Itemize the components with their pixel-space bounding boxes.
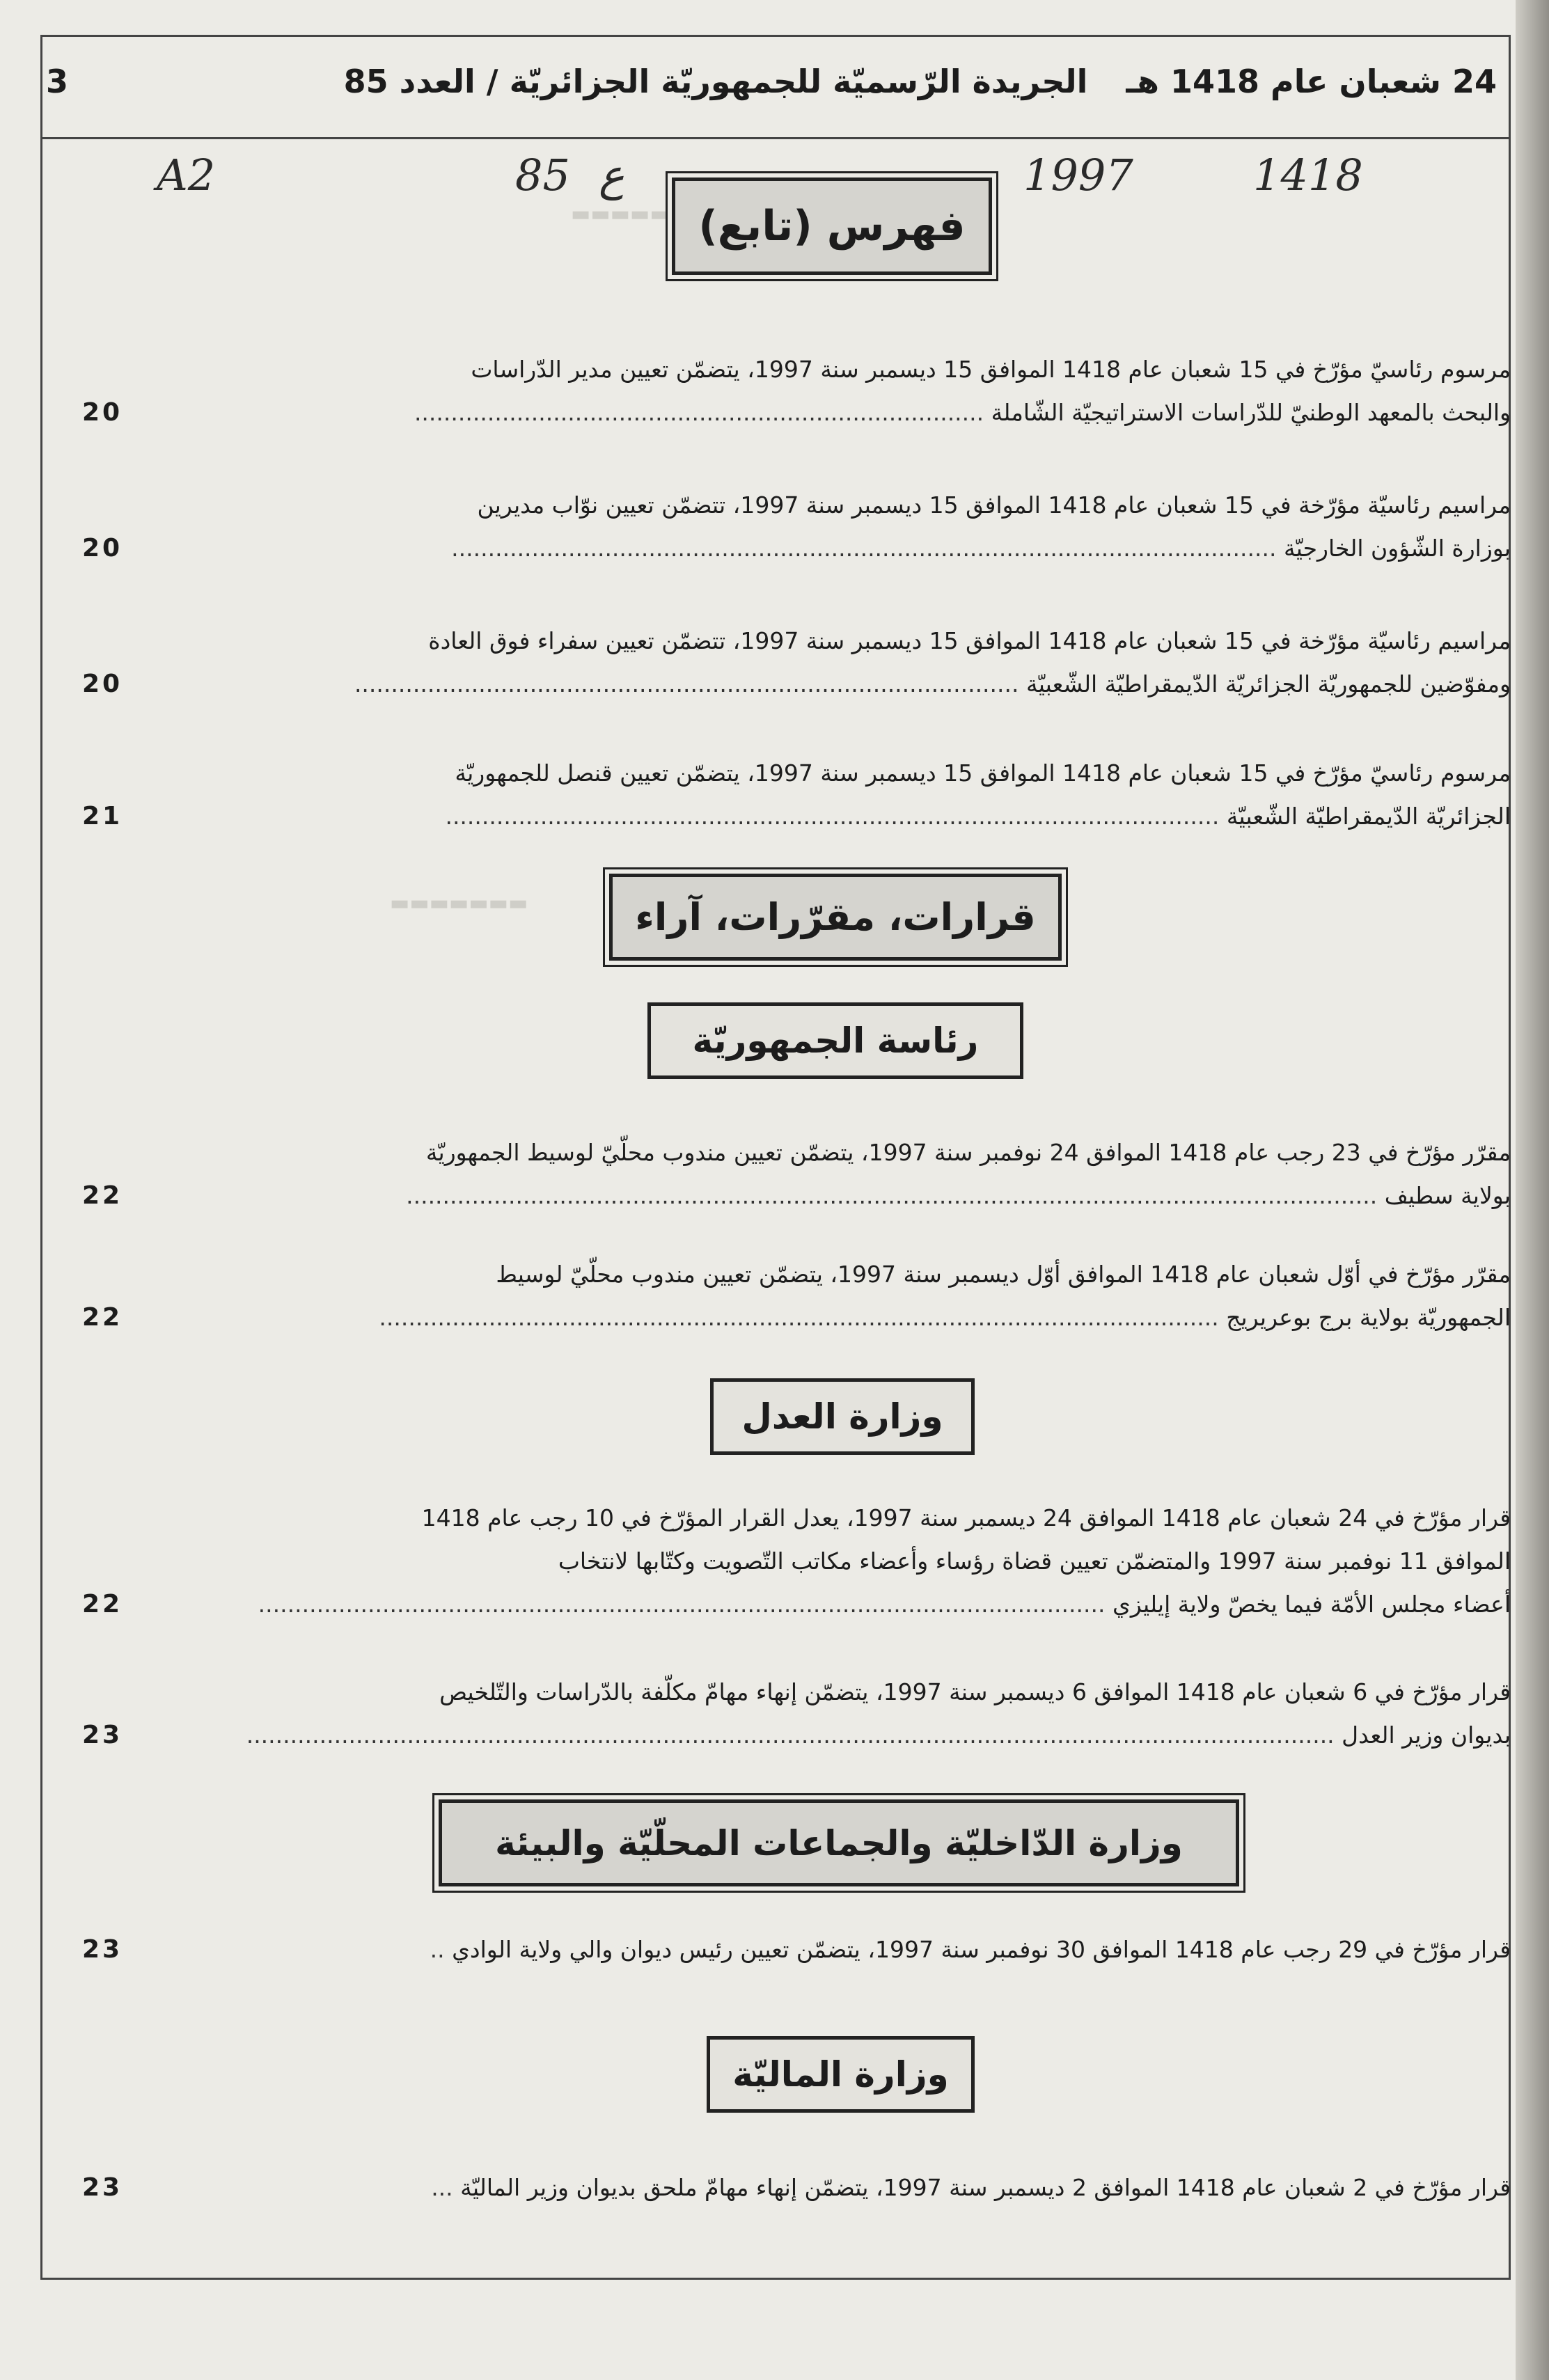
index-title-box bbox=[672, 178, 992, 275]
section-heading-decisions bbox=[609, 874, 1062, 961]
journal-title: الجريدة الرّسميّة للجمهوريّة الجزائريّة / العدد 85 bbox=[343, 63, 1088, 100]
section-heading-interior bbox=[439, 1799, 1239, 1886]
entry-line: والبحث بالمعهد الوطنيّ للدّراسات الاستراتيجيّة الشّاملة .............................................................................. bbox=[414, 399, 1511, 426]
index-entry bbox=[77, 1253, 1511, 1339]
entry-line: قرار مؤرّخ في 24 شعبان عام 1418 الموافق 24 ديسمبر سنة 1997، يعدل القرار المؤرّخ في 10 رجب عام 1418 bbox=[421, 1504, 1511, 1531]
entry-page-number: 21 bbox=[82, 802, 123, 830]
entry-page-number: 22 bbox=[82, 1303, 123, 1332]
entry-line: مرسوم رئاسيّ مؤرّخ في 15 شعبان عام 1418 الموافق 15 ديسمبر سنة 1997، يتضمّن تعيين مدير الدّراسات bbox=[471, 356, 1511, 383]
entry-page-number: 23 bbox=[82, 2173, 123, 2202]
entry-page-number: 20 bbox=[82, 398, 123, 427]
entry-page-number: 22 bbox=[82, 1590, 123, 1618]
section-heading: وزارة العدل bbox=[741, 1396, 943, 1437]
entry-line: أعضاء مجلس الأمّة فيما يخصّ ولاية إيليزي .................................................................................................................... bbox=[258, 1591, 1511, 1618]
entry-line: بوزارة الشّؤون الخارجيّة ................................................................................................................. bbox=[451, 535, 1511, 562]
section-heading-justice bbox=[710, 1378, 975, 1455]
handwritten-note-1: A2 bbox=[157, 150, 216, 200]
page-number: 3 bbox=[46, 63, 69, 100]
index-entry bbox=[77, 1928, 1511, 1971]
index-entry bbox=[77, 752, 1511, 838]
entry-line: قرار مؤرّخ في 6 شعبان عام 1418 الموافق 6 ديسمبر سنة 1997، يتضمّن إنهاء مهامّ مكلّفة بالدّراسات والتّلخيص bbox=[439, 1678, 1511, 1705]
section-heading: رئاسة الجمهوريّة bbox=[692, 1020, 979, 1061]
index-entry bbox=[77, 620, 1511, 706]
index-entry bbox=[77, 1131, 1511, 1217]
section-heading-finance bbox=[707, 2036, 975, 2113]
page-edge-shadow bbox=[1516, 0, 1549, 2380]
entry-line: قرار مؤرّخ في 29 رجب عام 1418 الموافق 30 نوفمبر سنة 1997، يتضمّن تعيين رئيس ديوان والي ولاية الوادي .. bbox=[430, 1936, 1511, 1963]
entry-line: مراسيم رئاسيّة مؤرّخة في 15 شعبان عام 1418 الموافق 15 ديسمبر سنة 1997، تتضمّن تعيين نوّاب مديرين bbox=[477, 491, 1511, 519]
entry-line: بولاية سطيف ..................................................................................................................................... bbox=[406, 1182, 1511, 1209]
index-entry bbox=[77, 1671, 1511, 1757]
section-heading-presidency bbox=[647, 1002, 1023, 1079]
entry-page-number: 22 bbox=[82, 1181, 123, 1210]
section-heading: وزارة الماليّة bbox=[732, 2054, 949, 2095]
entry-line: قرار مؤرّخ في 2 شعبان عام 1418 الموافق 2 ديسمبر سنة 1997، يتضمّن إنهاء مهامّ ملحق بديوان وزير الماليّة ... bbox=[431, 2174, 1511, 2201]
entry-line: الجمهوريّة بولاية برج بوعريريج ................................................................................................................... bbox=[379, 1304, 1511, 1331]
entry-page-number: 23 bbox=[82, 1935, 123, 1964]
issue-date: 24 شعبان عام 1418 هـ bbox=[1126, 63, 1497, 100]
handwritten-note-4: 1997 bbox=[1023, 150, 1133, 200]
entry-line: مراسيم رئاسيّة مؤرّخة في 15 شعبان عام 1418 الموافق 15 ديسمبر سنة 1997، تتضمّن تعيين سفراء فوق العادة bbox=[428, 627, 1511, 654]
handwritten-note-2: 85 bbox=[515, 150, 570, 200]
handwritten-note-5: 1418 bbox=[1253, 150, 1363, 200]
entry-line: ومفوّضين للجمهوريّة الجزائريّة الدّيمقراطيّة الشّعبيّة ........................................................................................... bbox=[354, 670, 1511, 698]
entry-line: الجزائريّة الدّيمقراطيّة الشّعبيّة .......................................................................................................... bbox=[445, 803, 1511, 830]
entry-line: مقرّر مؤرّخ في أوّل شعبان عام 1418 الموافق أوّل ديسمبر سنة 1997، يتضمّن تعيين مندوب محلّيّ لوسيط bbox=[496, 1261, 1511, 1288]
entry-line: بديوان وزير العدل ..................................................................................................................................................... bbox=[246, 1721, 1511, 1749]
handwritten-note-3: ع bbox=[599, 150, 624, 200]
bleed-through-text: ▬▬▬▬▬ bbox=[571, 202, 670, 226]
entry-page-number: 23 bbox=[82, 1721, 123, 1749]
section-heading: وزارة الدّاخليّة والجماعات المحلّيّة والبيئة bbox=[495, 1822, 1183, 1863]
index-entry bbox=[77, 484, 1511, 570]
entry-line: مقرّر مؤرّخ في 23 رجب عام 1418 الموافق 24 نوفمبر سنة 1997، يتضمّن تعيين مندوب محلّيّ لوسيط الجمهوريّة bbox=[425, 1139, 1511, 1166]
entry-page-number: 20 bbox=[82, 534, 123, 562]
entry-line: الموافق 11 نوفمبر سنة 1997 والمتضمّن تعيين قضاة رؤساء وأعضاء مكاتب التّصويت وكتّابها لانتخاب bbox=[558, 1547, 1511, 1575]
entry-page-number: 20 bbox=[82, 670, 123, 698]
section-heading: قرارات، مقرّرات، آراء bbox=[635, 895, 1036, 939]
index-entry bbox=[77, 1497, 1511, 1626]
index-entry bbox=[77, 348, 1511, 434]
index-title: فهرس (تابع) bbox=[698, 202, 966, 251]
bleed-through-text: ▬▬▬▬▬▬▬ bbox=[390, 891, 528, 915]
page-header bbox=[40, 35, 1511, 139]
entry-line: مرسوم رئاسيّ مؤرّخ في 15 شعبان عام 1418 الموافق 15 ديسمبر سنة 1997، يتضمّن تعيين قنصل للجمهوريّة bbox=[455, 759, 1511, 787]
index-entry bbox=[77, 2166, 1511, 2209]
